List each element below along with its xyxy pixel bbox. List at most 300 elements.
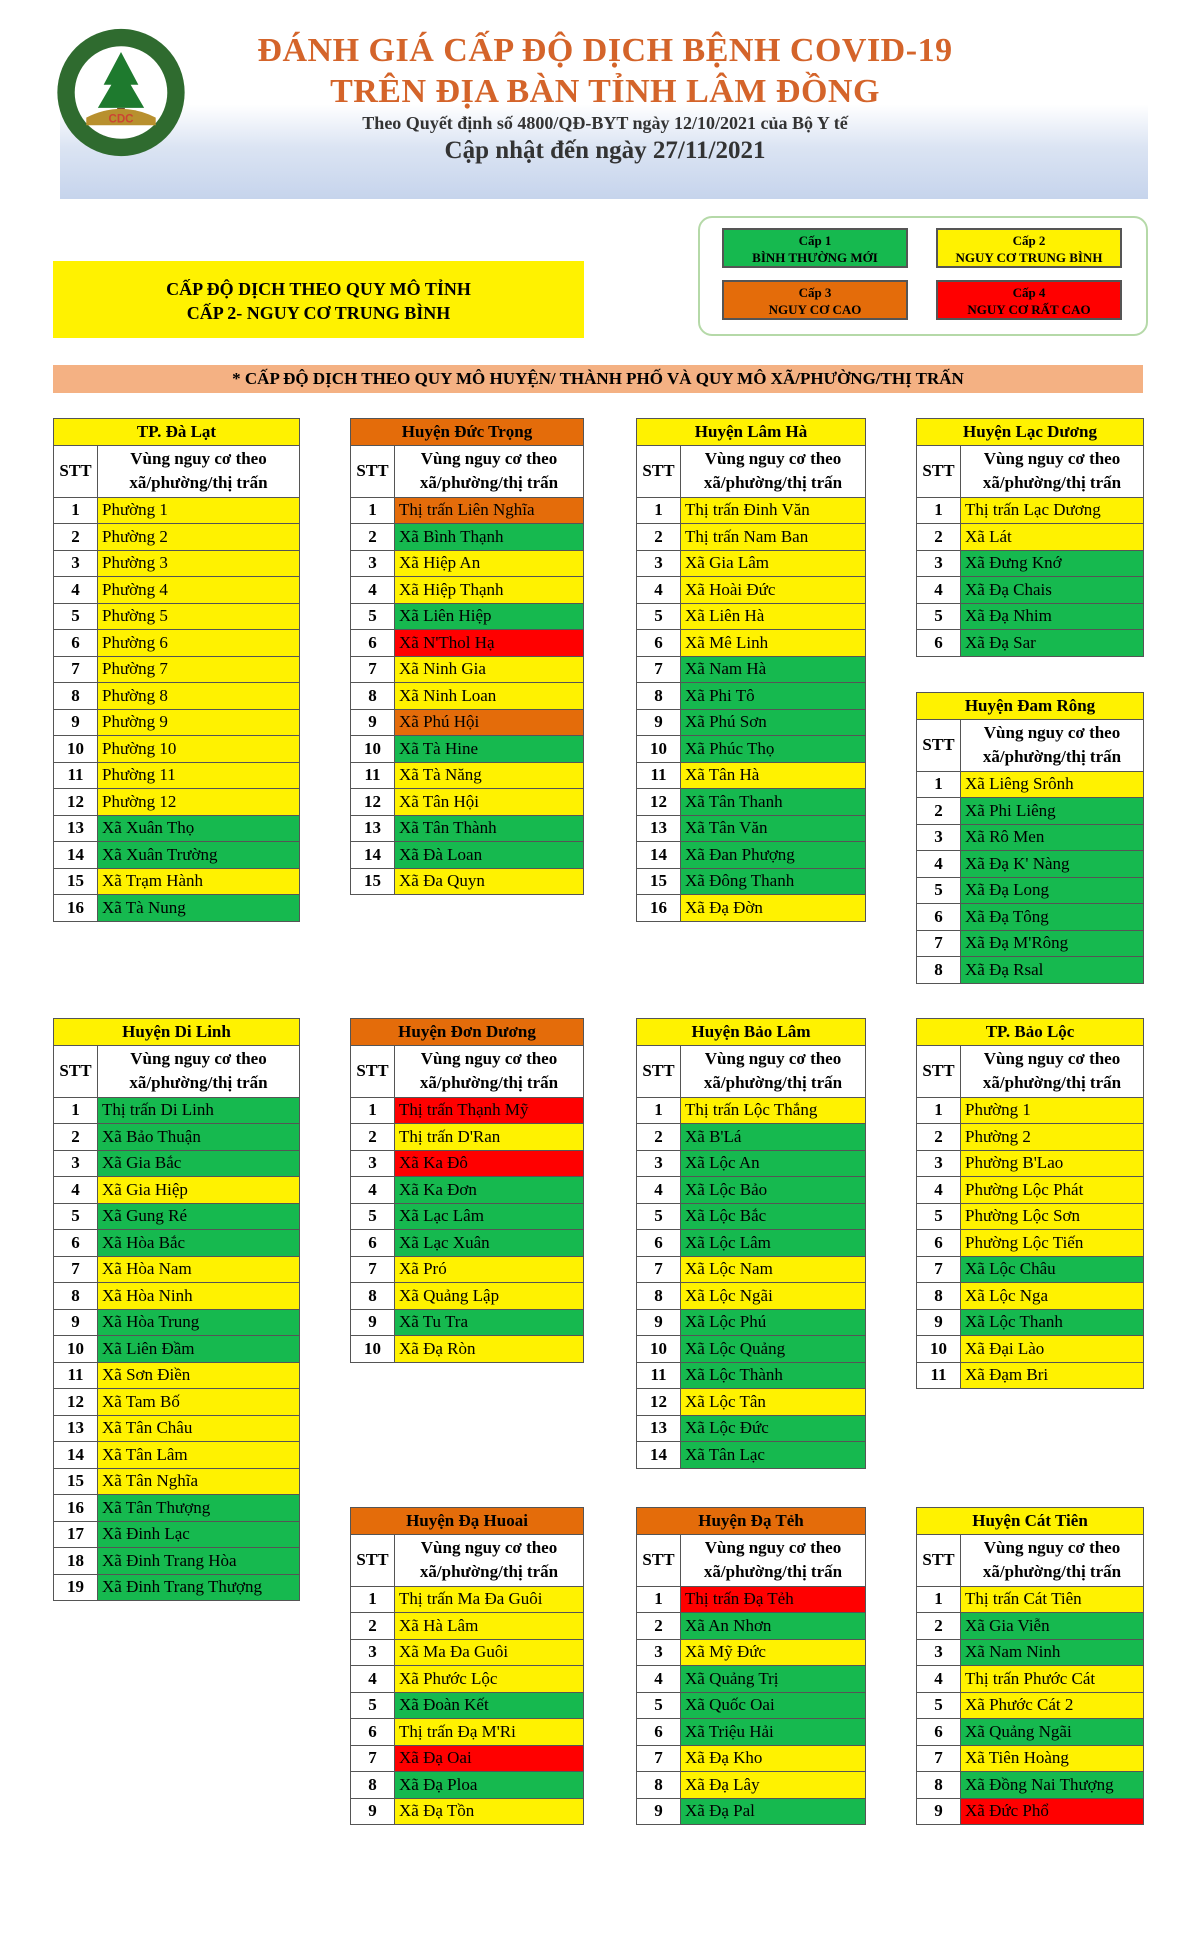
table-row	[637, 1442, 866, 1469]
table-row	[351, 1798, 584, 1825]
row-number: 8	[637, 1283, 681, 1310]
commune-name: Phường 5	[98, 603, 300, 630]
commune-name: Xã Tu Tra	[395, 1309, 584, 1336]
table-row	[351, 683, 584, 710]
district-name: TP. Đà Lạt	[54, 419, 300, 446]
row-number: 5	[917, 603, 961, 630]
legend-level-1: Cấp 1 BÌNH THƯỜNG MỚI	[722, 228, 908, 268]
row-number: 3	[351, 1150, 395, 1177]
commune-name: Phường 7	[98, 656, 300, 683]
table-row	[54, 1548, 300, 1575]
table-row	[54, 1124, 300, 1151]
commune-name: Xã Ninh Gia	[395, 656, 584, 683]
commune-name: Xã Đại Lào	[961, 1336, 1144, 1363]
row-number: 8	[917, 1772, 961, 1799]
table-row	[351, 1336, 584, 1363]
row-number: 6	[917, 1719, 961, 1746]
table-row	[917, 603, 1144, 630]
row-number: 14	[637, 842, 681, 869]
commune-name: Thị trấn Đạ Tẻh	[681, 1586, 866, 1613]
table-row	[54, 603, 300, 630]
table-row	[54, 1362, 300, 1389]
table-row	[351, 1692, 584, 1719]
table-row	[54, 1495, 300, 1522]
table-row	[917, 1230, 1144, 1257]
commune-name: Xã Liên Hà	[681, 603, 866, 630]
table-row	[637, 842, 866, 869]
row-number: 10	[351, 1336, 395, 1363]
row-number: 2	[637, 1613, 681, 1640]
commune-name: Xã Tân Thành	[395, 815, 584, 842]
row-number: 15	[54, 868, 98, 895]
table-row	[54, 1442, 300, 1469]
district-table	[916, 1507, 1144, 1825]
table-row	[637, 1150, 866, 1177]
row-number: 16	[637, 895, 681, 922]
row-number: 5	[54, 1203, 98, 1230]
commune-name: Xã Tân Châu	[98, 1415, 300, 1442]
col-area-header: Vùng nguy cơ theo xã/phường/thị trấn	[961, 1534, 1144, 1586]
district-name: Huyện Bảo Lâm	[637, 1019, 866, 1046]
table-row	[54, 577, 300, 604]
row-number: 9	[917, 1309, 961, 1336]
col-area-header: Vùng nguy cơ theo xã/phường/thị trấn	[961, 445, 1144, 497]
table-row	[351, 1719, 584, 1746]
commune-name: Xã N'Thol Hạ	[395, 630, 584, 657]
table-row	[54, 1150, 300, 1177]
commune-name: Xã Lát	[961, 524, 1144, 551]
row-number: 5	[637, 1203, 681, 1230]
district-name: Huyện Đạ Tẻh	[637, 1508, 866, 1535]
row-number: 8	[637, 683, 681, 710]
table-row	[54, 524, 300, 551]
table-row	[637, 1666, 866, 1693]
district-name: Huyện Lạc Dương	[917, 419, 1144, 446]
table-row	[637, 736, 866, 763]
table-row	[637, 656, 866, 683]
row-number: 8	[917, 1283, 961, 1310]
table-row	[351, 577, 584, 604]
commune-name: Thị trấn Đạ M'Ri	[395, 1719, 584, 1746]
commune-name: Xã Ninh Loan	[395, 683, 584, 710]
title-line-1: ĐÁNH GIÁ CẤP ĐỘ DỊCH BỆNH COVID-19	[257, 32, 953, 69]
table-row	[637, 1097, 866, 1124]
row-number: 5	[637, 603, 681, 630]
commune-name: Xã Gia Bắc	[98, 1150, 300, 1177]
commune-name: Xã An Nhơn	[681, 1613, 866, 1640]
commune-name: Xã Đạ Pal	[681, 1798, 866, 1825]
row-number: 7	[917, 1745, 961, 1772]
row-number: 1	[637, 1097, 681, 1124]
table-row	[917, 1639, 1144, 1666]
commune-name: Phường B'Lao	[961, 1150, 1144, 1177]
row-number: 4	[637, 1666, 681, 1693]
table-row	[54, 1309, 300, 1336]
table-row	[637, 1256, 866, 1283]
row-number: 14	[351, 842, 395, 869]
commune-name: Xã Lạc Lâm	[395, 1203, 584, 1230]
commune-name: Xã Tà Năng	[395, 762, 584, 789]
row-number: 1	[637, 497, 681, 524]
commune-name: Xã Mê Linh	[681, 630, 866, 657]
district-table	[916, 418, 1144, 657]
commune-name: Xã Đạ Ploa	[395, 1772, 584, 1799]
commune-name: Xã Đạ M'Rông	[961, 930, 1144, 957]
row-number: 2	[351, 524, 395, 551]
update-date: Cập nhật đến ngày 27/11/2021	[444, 137, 766, 164]
table-row	[637, 1230, 866, 1257]
row-number: 1	[54, 497, 98, 524]
commune-name: Xã Quảng Ngãi	[961, 1719, 1144, 1746]
row-number: 11	[637, 762, 681, 789]
table-row	[637, 1745, 866, 1772]
commune-name: Xã Đồng Nai Thượng	[961, 1772, 1144, 1799]
table-row	[54, 683, 300, 710]
row-number: 2	[917, 1124, 961, 1151]
row-number: 19	[54, 1574, 98, 1601]
commune-name: Xã Quảng Trị	[681, 1666, 866, 1693]
table-row	[54, 789, 300, 816]
row-number: 10	[637, 736, 681, 763]
row-number: 14	[54, 1442, 98, 1469]
commune-name: Xã Tân Hội	[395, 789, 584, 816]
table-row	[917, 1772, 1144, 1799]
commune-name: Xã Tam Bố	[98, 1389, 300, 1416]
table-row	[637, 497, 866, 524]
commune-name: Xã Đạ Lây	[681, 1772, 866, 1799]
commune-name: Xã Hòa Nam	[98, 1256, 300, 1283]
table-row	[637, 577, 866, 604]
row-number: 13	[54, 815, 98, 842]
table-row	[351, 1586, 584, 1613]
row-number: 18	[54, 1548, 98, 1575]
row-number: 4	[637, 577, 681, 604]
table-row	[917, 1362, 1144, 1389]
row-number: 2	[637, 524, 681, 551]
commune-name: Xã Phú Sơn	[681, 709, 866, 736]
commune-name: Xã Lộc Tân	[681, 1389, 866, 1416]
row-number: 9	[637, 1798, 681, 1825]
table-row	[54, 895, 300, 922]
table-row	[351, 789, 584, 816]
row-number: 14	[637, 1442, 681, 1469]
table-row	[637, 683, 866, 710]
row-number: 1	[637, 1586, 681, 1613]
col-area-header: Vùng nguy cơ theo xã/phường/thị trấn	[681, 1045, 866, 1097]
commune-name: Xã Đinh Lạc	[98, 1521, 300, 1548]
table-row	[637, 1586, 866, 1613]
row-number: 4	[351, 1666, 395, 1693]
commune-name: Xã Nam Hà	[681, 656, 866, 683]
row-number: 1	[917, 1097, 961, 1124]
table-row	[917, 524, 1144, 551]
col-stt-header: STT	[637, 1045, 681, 1097]
row-number: 5	[917, 1203, 961, 1230]
commune-name: Xã Đức Phổ	[961, 1798, 1144, 1825]
commune-name: Xã Đưng Knớ	[961, 550, 1144, 577]
commune-name: Thị trấn Cát Tiên	[961, 1586, 1144, 1613]
district-table	[53, 418, 300, 922]
commune-name: Xã Tà Hine	[395, 736, 584, 763]
row-number: 5	[351, 1203, 395, 1230]
table-row	[917, 577, 1144, 604]
district-name: Huyện Đạ Huoai	[351, 1508, 584, 1535]
table-row	[637, 603, 866, 630]
table-row	[54, 550, 300, 577]
row-number: 9	[637, 709, 681, 736]
commune-name: Thị trấn Lộc Thắng	[681, 1097, 866, 1124]
col-area-header: Vùng nguy cơ theo xã/phường/thị trấn	[395, 1534, 584, 1586]
table-row	[917, 1124, 1144, 1151]
commune-name: Xã Lộc Nga	[961, 1283, 1144, 1310]
row-number: 6	[351, 630, 395, 657]
row-number: 3	[637, 550, 681, 577]
col-area-header: Vùng nguy cơ theo xã/phường/thị trấn	[395, 445, 584, 497]
commune-name: Phường 12	[98, 789, 300, 816]
table-row	[637, 1719, 866, 1746]
row-number: 12	[54, 789, 98, 816]
table-row	[637, 709, 866, 736]
table-row	[637, 1692, 866, 1719]
table-row	[351, 524, 584, 551]
commune-name: Xã Đạ Sar	[961, 630, 1144, 657]
commune-name: Xã Tân Lâm	[98, 1442, 300, 1469]
table-row	[917, 1719, 1144, 1746]
table-row	[917, 1256, 1144, 1283]
row-number: 4	[917, 1177, 961, 1204]
row-number: 9	[351, 709, 395, 736]
commune-name: Xã Đinh Trang Hòa	[98, 1548, 300, 1575]
commune-name: Xã Gung Ré	[98, 1203, 300, 1230]
table-row	[637, 1415, 866, 1442]
row-number: 7	[351, 656, 395, 683]
commune-name: Phường 10	[98, 736, 300, 763]
row-number: 12	[637, 789, 681, 816]
row-number: 1	[351, 497, 395, 524]
table-row	[917, 1097, 1144, 1124]
commune-name: Xã Phú Hội	[395, 709, 584, 736]
commune-name: Xã Lộc Bắc	[681, 1203, 866, 1230]
col-stt-header: STT	[637, 445, 681, 497]
row-number: 9	[54, 709, 98, 736]
district-name: Huyện Đơn Dương	[351, 1019, 584, 1046]
commune-name: Xã Pró	[395, 1256, 584, 1283]
row-number: 5	[351, 603, 395, 630]
commune-name: Xã Hoài Đức	[681, 577, 866, 604]
table-row	[351, 815, 584, 842]
table-row	[351, 1283, 584, 1310]
section-banner: * CẤP ĐỘ DỊCH THEO QUY MÔ HUYỆN/ THÀNH PHỐ VÀ QUY MÔ XÃ/PHƯỜNG/THỊ TRẤN	[53, 365, 1143, 393]
commune-name: Xã Lộc Phú	[681, 1309, 866, 1336]
commune-name: Xã Phước Lộc	[395, 1666, 584, 1693]
district-table	[916, 1018, 1144, 1389]
table-row	[351, 736, 584, 763]
row-number: 9	[351, 1309, 395, 1336]
row-number: 7	[637, 1256, 681, 1283]
district-table	[350, 1507, 584, 1825]
table-row	[54, 630, 300, 657]
commune-name: Xã Tân Thanh	[681, 789, 866, 816]
table-row	[54, 842, 300, 869]
row-number: 8	[351, 683, 395, 710]
row-number: 3	[917, 824, 961, 851]
table-row	[351, 762, 584, 789]
commune-name: Xã Lộc Lâm	[681, 1230, 866, 1257]
commune-name: Xã Đan Phượng	[681, 842, 866, 869]
district-name: Huyện Di Linh	[54, 1019, 300, 1046]
commune-name: Xã Lộc Quảng	[681, 1336, 866, 1363]
row-number: 9	[351, 1798, 395, 1825]
commune-name: Phường Lộc Sơn	[961, 1203, 1144, 1230]
row-number: 3	[351, 550, 395, 577]
row-number: 1	[54, 1097, 98, 1124]
table-row	[54, 736, 300, 763]
table-row	[54, 762, 300, 789]
table-row	[54, 868, 300, 895]
row-number: 4	[351, 577, 395, 604]
table-row	[637, 1613, 866, 1640]
table-row	[351, 1203, 584, 1230]
row-number: 4	[351, 1177, 395, 1204]
row-number: 13	[637, 1415, 681, 1442]
col-area-header: Vùng nguy cơ theo xã/phường/thị trấn	[395, 1045, 584, 1097]
commune-name: Xã Tân Lạc	[681, 1442, 866, 1469]
title-line-2: TRÊN ĐỊA BÀN TỈNH LÂM ĐỒNG	[330, 73, 880, 110]
row-number: 8	[351, 1283, 395, 1310]
table-row	[54, 1415, 300, 1442]
table-row	[637, 895, 866, 922]
row-number: 12	[351, 789, 395, 816]
col-stt-header: STT	[351, 445, 395, 497]
col-stt-header: STT	[54, 445, 98, 497]
commune-name: Xã Gia Hiệp	[98, 1177, 300, 1204]
row-number: 6	[637, 630, 681, 657]
table-row	[637, 524, 866, 551]
commune-name: Xã Nam Ninh	[961, 1639, 1144, 1666]
table-row	[917, 904, 1144, 931]
row-number: 8	[54, 683, 98, 710]
row-number: 12	[637, 1389, 681, 1416]
row-number: 3	[351, 1639, 395, 1666]
commune-name: Phường 8	[98, 683, 300, 710]
commune-name: Xã Tân Văn	[681, 815, 866, 842]
svg-text:CDC: CDC	[108, 113, 134, 126]
district-table	[636, 1018, 866, 1469]
commune-name: Xã Ma Đa Guôi	[395, 1639, 584, 1666]
legend-level-2: Cấp 2 NGUY CƠ TRUNG BÌNH	[936, 228, 1122, 268]
row-number: 7	[917, 1256, 961, 1283]
col-area-header: Vùng nguy cơ theo xã/phường/thị trấn	[681, 445, 866, 497]
row-number: 12	[54, 1389, 98, 1416]
commune-name: Xã Hòa Bắc	[98, 1230, 300, 1257]
table-row	[351, 1177, 584, 1204]
table-row	[351, 1613, 584, 1640]
table-row	[351, 1745, 584, 1772]
row-number: 3	[637, 1150, 681, 1177]
commune-name: Xã Đạ Rsal	[961, 957, 1144, 984]
table-row	[917, 1586, 1144, 1613]
commune-name: Xã Liên Hiệp	[395, 603, 584, 630]
commune-name: Xã Tân Hà	[681, 762, 866, 789]
row-number: 15	[54, 1468, 98, 1495]
legend-level-4: Cấp 4 NGUY CƠ RẤT CAO	[936, 280, 1122, 320]
table-row	[351, 1309, 584, 1336]
district-name: Huyện Đam Rông	[917, 693, 1144, 720]
table-row	[917, 1745, 1144, 1772]
table-row	[54, 1468, 300, 1495]
col-stt-header: STT	[54, 1045, 98, 1097]
commune-name: Xã Tân Nghĩa	[98, 1468, 300, 1495]
district-table	[636, 418, 866, 922]
commune-name: Xã Quảng Lập	[395, 1283, 584, 1310]
row-number: 6	[54, 1230, 98, 1257]
col-stt-header: STT	[637, 1534, 681, 1586]
commune-name: Xã Phi Liêng	[961, 798, 1144, 825]
table-row	[917, 1150, 1144, 1177]
table-row	[637, 868, 866, 895]
row-number: 5	[54, 603, 98, 630]
row-number: 9	[637, 1309, 681, 1336]
row-number: 4	[917, 851, 961, 878]
decision-subtitle: Theo Quyết định số 4800/QĐ-BYT ngày 12/10/2021 của Bộ Y tế	[362, 113, 848, 133]
table-row	[54, 1097, 300, 1124]
table-row	[637, 1309, 866, 1336]
table-row	[917, 1309, 1144, 1336]
commune-name: Thị trấn Phước Cát	[961, 1666, 1144, 1693]
row-number: 10	[637, 1336, 681, 1363]
commune-name: Xã Trạm Hành	[98, 868, 300, 895]
commune-name: Xã Đạ Tồn	[395, 1798, 584, 1825]
commune-name: Xã Đinh Trang Thượng	[98, 1574, 300, 1601]
commune-name: Phường 3	[98, 550, 300, 577]
row-number: 11	[54, 1362, 98, 1389]
row-number: 6	[917, 1230, 961, 1257]
row-number: 2	[917, 798, 961, 825]
col-stt-header: STT	[351, 1045, 395, 1097]
table-row	[351, 1097, 584, 1124]
table-row	[351, 868, 584, 895]
commune-name: Phường 1	[961, 1097, 1144, 1124]
col-stt-header: STT	[917, 1045, 961, 1097]
commune-name: Phường 11	[98, 762, 300, 789]
table-row	[917, 877, 1144, 904]
row-number: 5	[637, 1692, 681, 1719]
row-number: 13	[351, 815, 395, 842]
table-row	[637, 1283, 866, 1310]
commune-name: Xã Phước Cát 2	[961, 1692, 1144, 1719]
row-number: 1	[917, 771, 961, 798]
province-level-box: CẤP ĐỘ DỊCH THEO QUY MÔ TỈNH CẤP 2- NGUY CƠ TRUNG BÌNH	[53, 261, 584, 338]
row-number: 2	[917, 1613, 961, 1640]
row-number: 6	[351, 1230, 395, 1257]
commune-name: Thị trấn Di Linh	[98, 1097, 300, 1124]
commune-name: Xã Xuân Trường	[98, 842, 300, 869]
commune-name: Thị trấn Liên Nghĩa	[395, 497, 584, 524]
row-number: 4	[54, 577, 98, 604]
commune-name: Thị trấn D'Ran	[395, 1124, 584, 1151]
col-area-header: Vùng nguy cơ theo xã/phường/thị trấn	[98, 1045, 300, 1097]
commune-name: Xã Đạ Ròn	[395, 1336, 584, 1363]
commune-name: Xã Lộc Đức	[681, 1415, 866, 1442]
row-number: 9	[917, 1798, 961, 1825]
commune-name: Xã Đông Thanh	[681, 868, 866, 895]
commune-name: Xã Liên Đầm	[98, 1336, 300, 1363]
row-number: 17	[54, 1521, 98, 1548]
table-row	[54, 815, 300, 842]
table-row	[917, 1798, 1144, 1825]
row-number: 6	[917, 904, 961, 931]
table-row	[54, 1283, 300, 1310]
